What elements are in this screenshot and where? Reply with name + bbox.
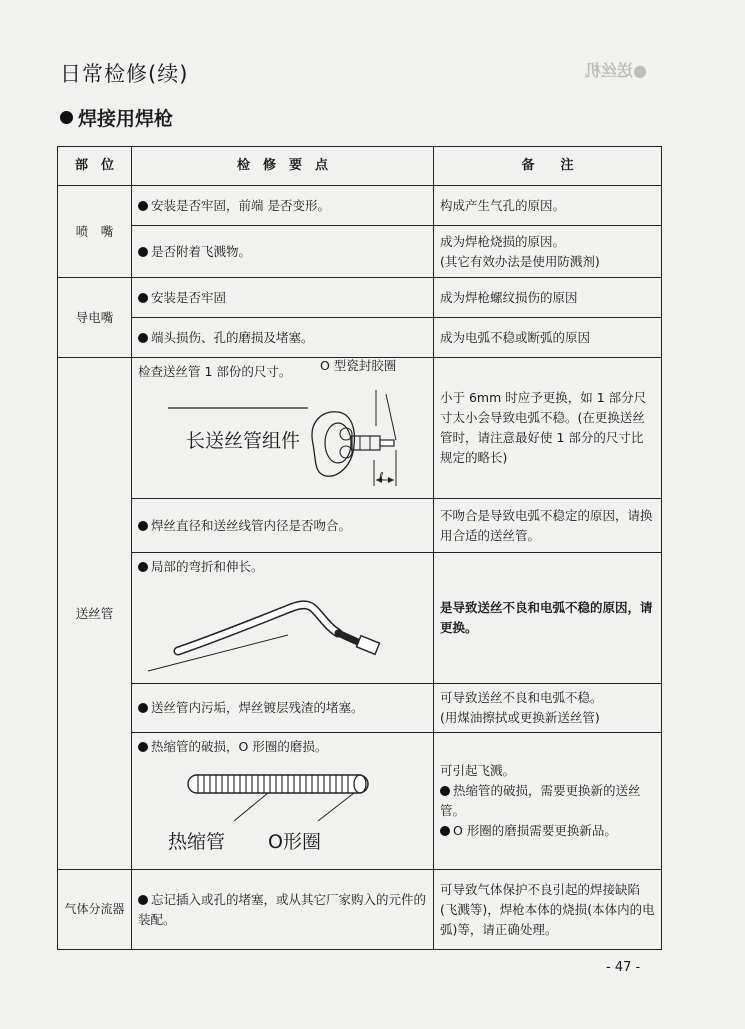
dimension-label: ℓ xyxy=(379,470,384,483)
remark-bullet: O 形圈的磨损需要更换新品。 xyxy=(440,821,655,841)
table-row xyxy=(58,358,662,499)
part-wire-conduit: 送丝管 xyxy=(58,358,132,870)
remark-cell: 成为电弧不稳或断弧的原因 xyxy=(434,318,662,358)
part-gas-diffuser: 气体分流器 xyxy=(58,870,132,950)
point-cell xyxy=(132,226,434,278)
table-row xyxy=(58,733,662,870)
header-part: 部 位 xyxy=(58,147,132,186)
part-nozzle: 喷 嘴 xyxy=(58,186,132,278)
remark-bullet: 热缩管的破损，需要更换新的送丝管。 xyxy=(440,783,641,818)
bullet-icon xyxy=(138,247,148,257)
point-text: 安装是否牢固，前端 是否变形。 xyxy=(151,197,330,213)
remark-cell: 是导致送丝不良和电弧不稳的原因，请更换。 xyxy=(434,553,662,684)
bullet-icon xyxy=(138,293,148,303)
point-cell xyxy=(132,186,434,226)
remark-cell: 成为焊枪螺纹损伤的原因 xyxy=(434,278,662,318)
bullet-icon xyxy=(60,111,73,124)
bullet-icon xyxy=(440,826,450,836)
inspection-table xyxy=(57,146,662,950)
point-cell xyxy=(132,870,434,950)
bullet-icon xyxy=(138,333,148,343)
point-text: 端头损伤、孔的磨损及堵塞。 xyxy=(151,329,314,345)
remark-line: 可引起飞溅。 xyxy=(440,763,516,778)
table-row xyxy=(58,684,662,733)
point-cell xyxy=(132,358,434,499)
remark-cell: 构成产生气孔的原因。 xyxy=(434,186,662,226)
remark-cell: 可导致气体保护不良引起的焊接缺陷(飞溅等)，焊枪本体的烧损(本体内的电弧)等，请正确处理。 xyxy=(434,870,662,950)
point-cell xyxy=(132,733,434,870)
oring-callout: O 型瓷封胶圈 xyxy=(320,358,397,373)
table-row xyxy=(58,226,662,278)
page-number: - 47 - xyxy=(606,960,641,975)
oring-label: O形圈 xyxy=(268,831,321,853)
shrink-tube-illustration xyxy=(138,759,428,829)
remark-cell: 成为焊枪烧损的原因。 (其它有效办法是使用防溅剂) xyxy=(434,226,662,278)
point-text: 焊丝直径和送丝线管内径是否吻合。 xyxy=(151,517,352,533)
bullet-icon xyxy=(138,742,148,752)
shrink-tube-label: 热缩管 xyxy=(168,831,226,853)
page-title: 日常检修(续) xyxy=(60,62,189,86)
point-text: 忘记插入或孔的堵塞，或从其它厂家购入的元件的装配。 xyxy=(138,891,427,927)
point-cell xyxy=(132,318,434,358)
table-row xyxy=(58,499,662,553)
conduit-assembly-label: 长送丝管组件 xyxy=(186,430,301,452)
point-text: 安装是否牢固 xyxy=(151,289,227,305)
point-text: 热缩管的破损，O 形圈的磨损。 xyxy=(151,739,328,754)
remark-cell: 小于 6mm 时应予更换，如 1 部分尺寸太小会导致电弧不稳。(在更换送丝管时，请注意最好使 1 部分的尺寸比规定的略长) xyxy=(434,358,662,499)
bullet-icon xyxy=(440,786,450,796)
point-cell xyxy=(132,278,434,318)
bent-conduit-illustration xyxy=(138,579,428,679)
table-row xyxy=(58,553,662,684)
bullet-icon xyxy=(138,895,148,905)
point-text: 局部的弯折和伸长。 xyxy=(151,559,264,574)
bullet-icon xyxy=(138,521,148,531)
remark-cell: 不吻合是导致电弧不稳定的原因，请换用合适的送丝管。 xyxy=(434,499,662,553)
table-row xyxy=(58,318,662,358)
table-header-row xyxy=(58,147,662,186)
table-row xyxy=(58,186,662,226)
bullet-icon xyxy=(138,201,148,211)
point-cell xyxy=(132,684,434,733)
bleed-through-text: ●送丝机 xyxy=(585,61,647,80)
header-points: 检 修 要 点 xyxy=(132,147,434,186)
table-row xyxy=(58,278,662,318)
point-text: 是否附着飞溅物。 xyxy=(151,243,252,259)
bullet-icon xyxy=(138,703,148,713)
section-heading xyxy=(60,104,173,131)
point-cell xyxy=(132,499,434,553)
remark-cell: 可导致送丝不良和电弧不稳。 (用煤油擦拭或更换新送丝管) xyxy=(434,684,662,733)
bullet-icon xyxy=(138,562,148,572)
part-contact-tip: 导电嘴 xyxy=(58,278,132,358)
section-title: 焊接用焊枪 xyxy=(78,108,174,130)
point-text: 送丝管内污垢，焊丝镀层残渣的堵塞。 xyxy=(151,700,364,715)
point-cell xyxy=(132,553,434,684)
point-text: 检查送丝管 1 部份的尺寸。 xyxy=(138,364,292,379)
remark-cell xyxy=(434,733,662,870)
header-remarks: 备 注 xyxy=(434,147,662,186)
table-row xyxy=(58,870,662,950)
